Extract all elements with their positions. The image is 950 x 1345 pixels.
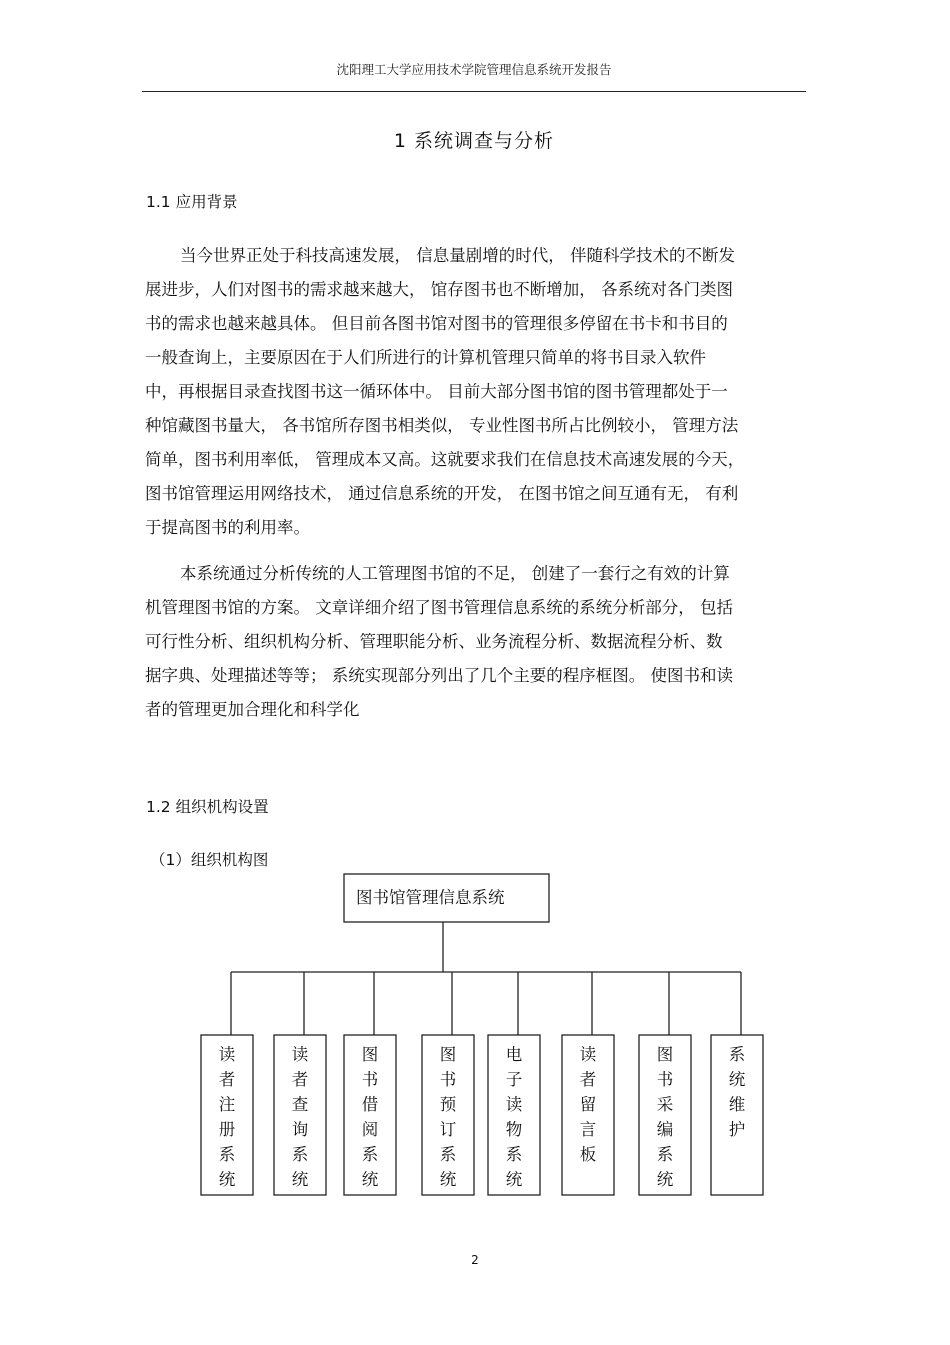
- org-child-label-char: 预: [439, 1095, 457, 1114]
- org-child-label-char: 图: [439, 1045, 457, 1064]
- org-child-label-char: 系: [728, 1045, 746, 1064]
- paragraph-line: 本系统通过分析传统的人工管理图书馆的不足， 创建了一套行之有效的计算: [180, 564, 730, 583]
- page-number: 2: [471, 1253, 479, 1267]
- org-child-label-char: 采: [656, 1095, 674, 1114]
- org-root-label: 图书馆管理信息系统: [356, 888, 505, 907]
- org-child-label-char: 系: [505, 1145, 523, 1164]
- paragraph-line: 书的需求也越来越具体。 但目前各图书馆对图书的管理很多停留在书卡和书目的: [145, 314, 728, 333]
- org-child-label-char: 图: [361, 1045, 379, 1064]
- org-child-label-char: 系: [656, 1145, 674, 1164]
- org-child-label-char: 询: [291, 1120, 309, 1139]
- org-child-label-char: 电: [505, 1045, 523, 1064]
- org-child-label-char: 系: [361, 1145, 379, 1164]
- org-child-label-char: 者: [579, 1070, 597, 1089]
- paragraph-line: 简单，图书利用率低， 管理成本又高。这就要求我们在信息技术高速发展的今天，: [145, 450, 745, 469]
- org-child-label-char: 编: [656, 1120, 674, 1139]
- org-child-label-char: 者: [291, 1070, 309, 1089]
- org-child-label-char: 者: [218, 1070, 236, 1089]
- paragraph-line: 中，再根据目录查找图书这一循环体中。 目前大部分图书馆的图书管理都处于一: [145, 382, 728, 401]
- org-child-label-char: 统: [439, 1170, 457, 1189]
- org-child-label-char: 系: [439, 1145, 457, 1164]
- org-chart-subheading: （1）组织机构图: [150, 851, 269, 869]
- org-child-label-char: 读: [505, 1095, 523, 1114]
- org-child-label-char: 读: [579, 1045, 597, 1064]
- paragraph-line: 据字典、处理描述等等； 系统实现部分列出了几个主要的程序框图。 使图书和读: [145, 666, 733, 685]
- paragraph-line: 于提高图书的利用率。: [145, 518, 310, 537]
- org-child-label-char: 借: [361, 1095, 379, 1114]
- chapter-title: 1 系统调查与分析: [393, 130, 555, 152]
- org-child-label-char: 读: [291, 1045, 309, 1064]
- org-child-label-char: 书: [439, 1070, 457, 1089]
- paragraph-line: 机管理图书馆的方案。 文章详细介绍了图书管理信息系统的系统分析部分， 包括: [145, 598, 733, 617]
- paragraph-line: 种馆藏图书量大， 各书馆所存图书相类似， 专业性图书所占比例较小， 管理方法: [145, 416, 739, 435]
- org-child-label-char: 统: [218, 1170, 236, 1189]
- org-child-label-char: 系: [291, 1145, 309, 1164]
- org-child-label-char: 图: [656, 1045, 674, 1064]
- org-child-label-char: 书: [361, 1070, 379, 1089]
- org-child-label-char: 系: [218, 1145, 236, 1164]
- org-child-label-char: 言: [579, 1120, 597, 1139]
- org-child-label-char: 统: [656, 1170, 674, 1189]
- org-child-label-char: 册: [218, 1120, 236, 1139]
- section-title-1-1: 1.1 应用背景: [146, 193, 238, 211]
- org-child-label-char: 注: [218, 1095, 236, 1114]
- org-child-label-char: 统: [505, 1170, 523, 1189]
- org-child-label-char: 订: [439, 1120, 457, 1139]
- org-child-label-char: 留: [579, 1095, 597, 1114]
- org-child-label-char: 子: [505, 1070, 523, 1089]
- org-child-label-char: 维: [728, 1095, 746, 1114]
- org-child-label-char: 物: [505, 1120, 523, 1139]
- paragraph-line: 可行性分析、组织机构分析、管理职能分析、业务流程分析、数据流程分析、数: [145, 632, 723, 651]
- paragraph-line: 当今世界正处于科技高速发展， 信息量剧增的时代， 伴随科学技术的不断发: [180, 246, 735, 265]
- paragraph-line: 一般查询上，主要原因在于人们所进行的计算机管理只简单的将书目录入软件: [145, 348, 706, 367]
- org-child-label-char: 护: [728, 1120, 746, 1139]
- org-child-label-char: 统: [361, 1170, 379, 1189]
- paragraph-line: 者的管理更加合理化和科学化: [145, 700, 360, 719]
- org-child-label-char: 读: [218, 1045, 236, 1064]
- org-child-label-char: 统: [728, 1070, 746, 1089]
- section-title-1-2: 1.2 组织机构设置: [146, 798, 269, 816]
- org-child-label-char: 板: [579, 1145, 597, 1164]
- org-child-label-char: 统: [291, 1170, 309, 1189]
- org-child-label-char: 书: [656, 1070, 674, 1089]
- org-child-label-char: 查: [291, 1095, 309, 1114]
- running-header: 沈阳理工大学应用技术学院管理信息系统开发报告: [336, 62, 612, 77]
- paragraph-line: 展进步，人们对图书的需求越来越大， 馆存图书也不断增加， 各系统对各门类图: [145, 280, 733, 299]
- paragraph-line: 图书馆管理运用网络技术， 通过信息系统的开发， 在图书馆之间互通有无， 有利: [145, 484, 739, 503]
- org-child-label-char: 阅: [361, 1120, 379, 1139]
